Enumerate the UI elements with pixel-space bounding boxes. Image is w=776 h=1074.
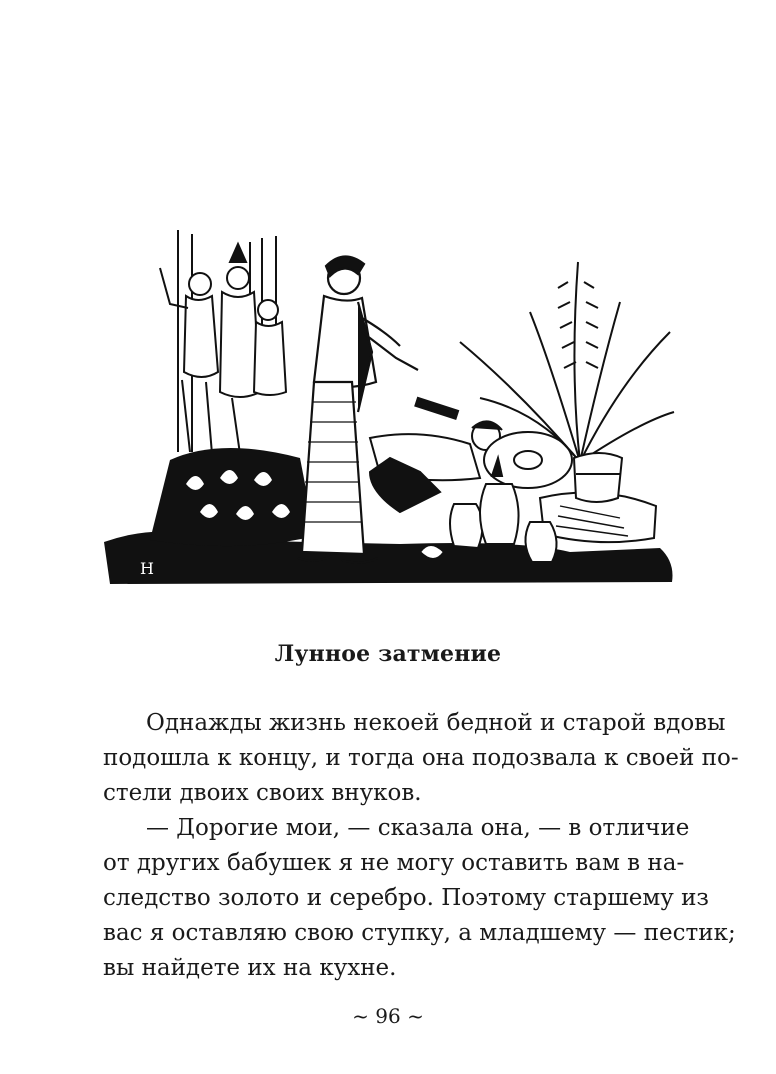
text-line: стели двоих своих внуков. [103,780,422,806]
text-line: Однажды жизнь некоей бедной и старой вдовы [146,710,726,736]
chapter-illustration [100,222,678,592]
chapter-title: Лунное затмение [274,641,502,667]
body-text [103,706,739,986]
text-line: — Дорогие мои, — сказала она, — в отличие [146,815,690,841]
woodcut-illustration-icon [100,222,678,592]
text-line: следство золото и серебро. Поэтому старшему из [103,885,709,911]
page-number: ~ 96 ~ [352,1004,424,1028]
text-line: вы найдете их на кухне. [103,955,397,981]
text-line: от других бабушек я не могу оставить вам в на- [103,850,685,876]
text-line: подошла к концу, и тогда она подозвала к своей по- [103,745,739,771]
text-line: вас я оставляю свою ступку, а младшему — пестик; [103,920,736,946]
illustration-signature: Н [140,559,154,578]
